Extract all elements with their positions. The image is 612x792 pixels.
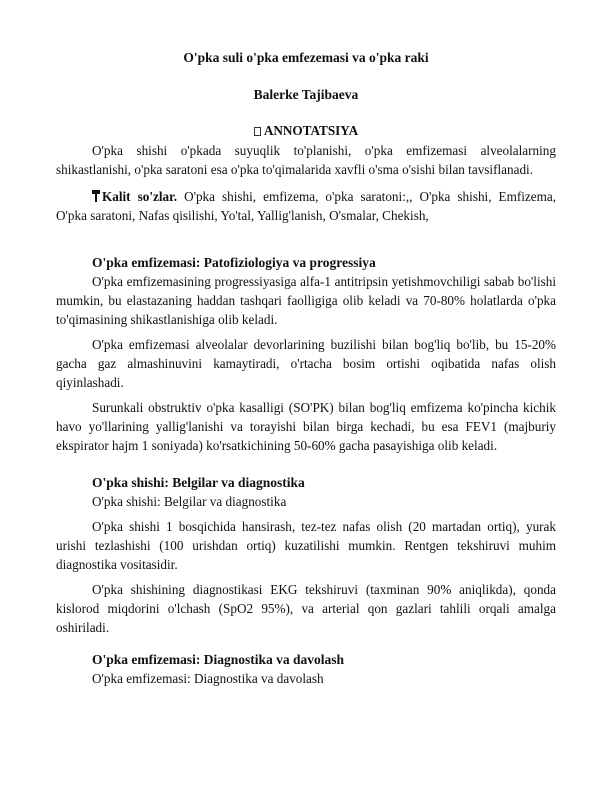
section-heading-emphysema-pathophysiology: O'pka emfizemasi: Patofiziologiya va progressiya <box>92 255 376 270</box>
section-heading-edema-diagnostics: O'pka shishi: Belgilar va diagnostika <box>92 475 305 490</box>
keywords-text: O'pka shishi, emfizema, o'pka saratoni:,, O'pka shishi, Emfizema, O'pka saratoni, Nafas qisilishi, Yo'tal, Yallig'lanish, O'smalar, Chekish, <box>56 189 557 223</box>
paragraph: O'pka shishining diagnostikasi EKG tekshiruvi (taxminan 90% aniqlikda), qonda kislorod miqdorini o'lchash (SpO2 95%), va arterial qon gazlari tahlili orqali amalga oshiriladi. <box>56 582 556 635</box>
keywords-paragraph <box>56 187 556 225</box>
author-name: Balerke Tajibaeva <box>253 87 359 102</box>
paragraph: O'pka shishi 1 bosqichida hansirash, tez-tez nafas olish (20 martadan ortiq), yurak urishi tezlashishi (100 urishdan ortiq) kuzatilishi mumkin. Rentgen tekshiruvi muhim diagnostika vositasidir. <box>56 519 556 572</box>
section-subheading: O'pka emfizemasi: Diagnostika va davolash <box>92 671 324 686</box>
checkbox-glyph-icon <box>254 127 261 136</box>
paragraph: O'pka emfizemasi alveolalar devorlarining buzilishi bilan bog'liq bo'lib, bu 15-20% gacha gaz almashinuvini kamaytiradi, o'rtacha bosim ortishi oqibatida nafas olish qiyinlashadi. <box>56 337 556 390</box>
paragraph: O'pka emfizemasining progressiyasiga alfa-1 antitripsin yetishmovchiligi sabab bo'lishi mumkin, bu elastazaning haddan tashqari faolligiga olib keladi va 70-80% holatlarda o'pka to'qimasining shikastlanishiga olib keladi. <box>56 274 556 327</box>
annotation-heading <box>56 121 556 140</box>
section-subheading: O'pka shishi: Belgilar va diagnostika <box>92 494 287 509</box>
keywords-label: Kalit so'zlar. <box>102 189 178 204</box>
key-icon <box>92 190 100 203</box>
annotation-text: O'pka shishi o'pkada suyuqlik to'planishi, o'pka emfizemasi alveolalarning shikastlanishi, o'pka saratoni esa o'pka to'qimalarida xavfli o'sma o'sishi bilan tavsiflanadi. <box>56 143 556 177</box>
section-heading-emphysema-treatment: O'pka emfizemasi: Diagnostika va davolash <box>92 652 345 667</box>
document-title: O'pka suli o'pka emfezemasi va o'pka raki <box>183 50 429 65</box>
annotation-heading-text: ANNOTATSIYA <box>263 123 359 138</box>
paragraph: Surunkali obstruktiv o'pka kasalligi (SO'PK) bilan bog'liq emfizema ko'pincha kichik havo yo'llarining yallig'lanishi va torayishi bilan birga kechadi, bu esa FEV1 (majburiy ekspirator hajm 1 soniyada) ko'rsatkichining 50-60% gacha pasayishiga olib keladi. <box>56 400 556 453</box>
